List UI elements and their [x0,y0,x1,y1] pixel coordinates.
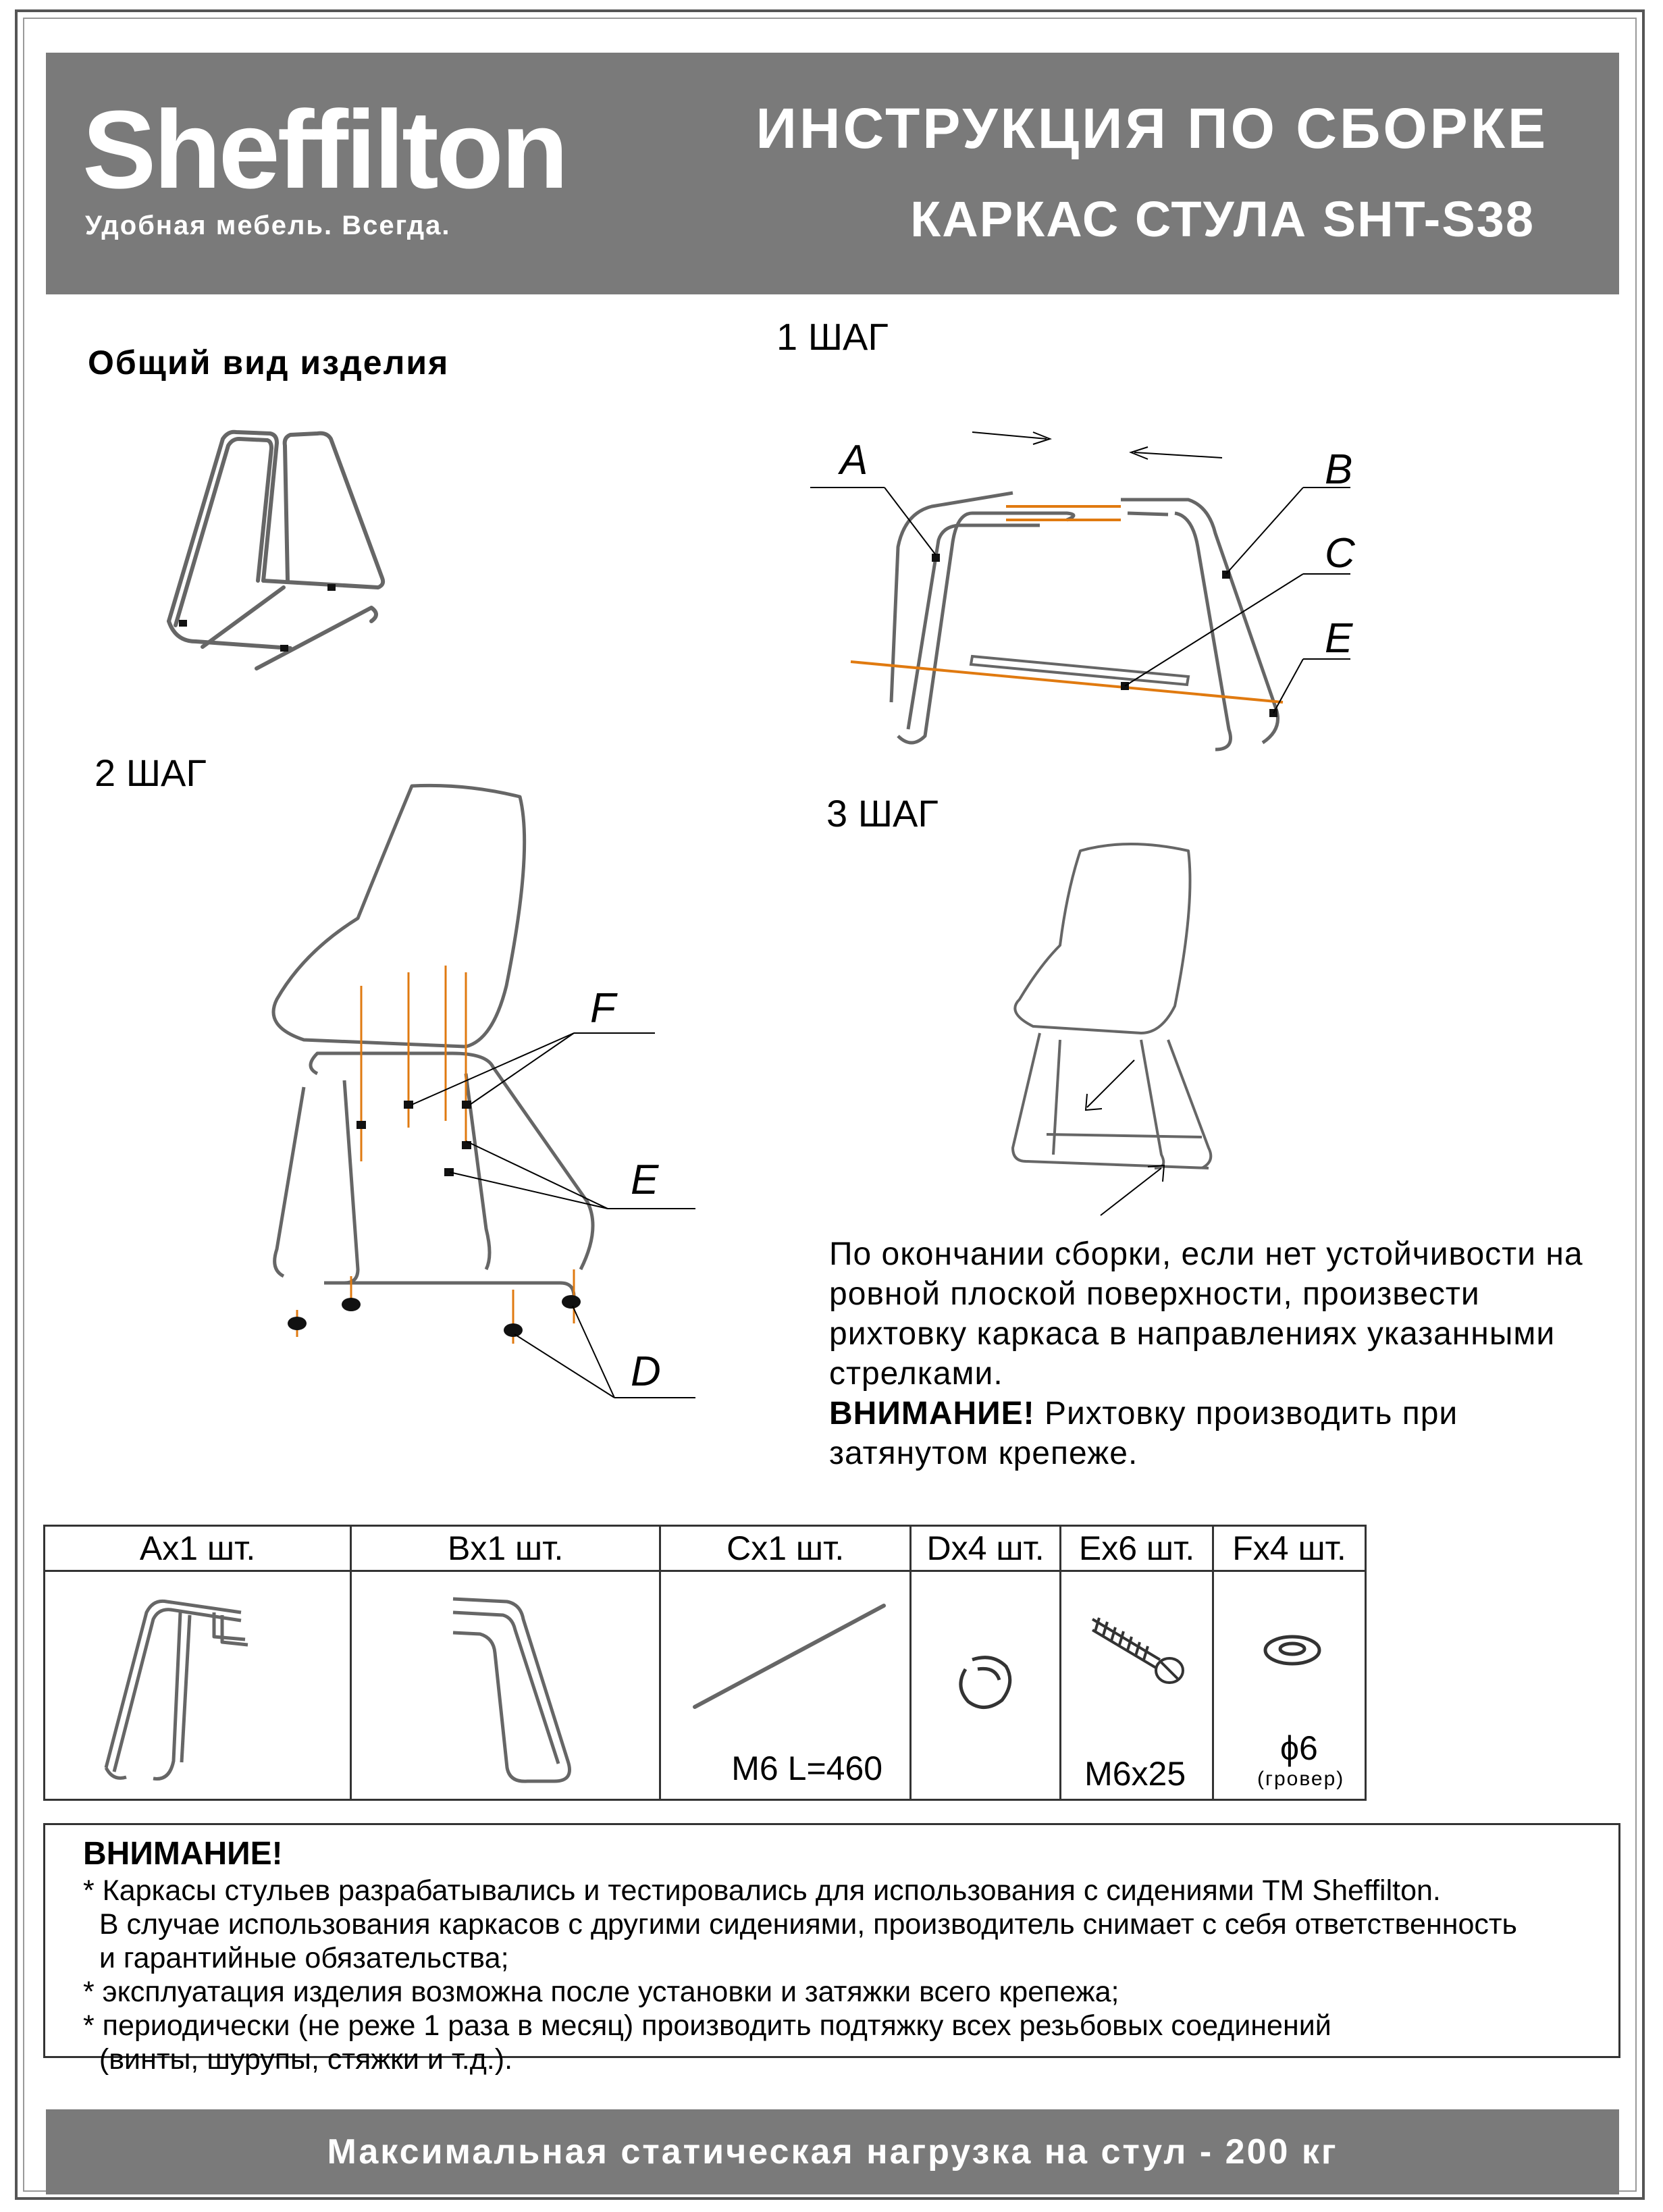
callout-d: D [631,1348,661,1395]
warning-line: (винты, шурупы, стяжки и т.д.). [83,2043,513,2076]
step3-label: 3 ШАГ [826,792,939,835]
part-a-illustration [99,1585,315,1788]
warning-line: В случае использования каркасов с другими сидениями, производитель снимает с себя ответственность [83,1908,1517,1941]
part-a-header: Аx1 шт. [45,1526,351,1571]
assembly-note-warning-label: ВНИМАНИЕ! [829,1396,1035,1431]
part-d-illustration [952,1653,1020,1714]
part-d-cell [911,1571,1061,1800]
step1-illustration [810,412,1353,763]
step2-illustration [263,783,695,1404]
part-e-size: M6x25 [1084,1755,1186,1793]
warning-line: * периодически (не реже 1 раза в месяц) производить подтяжку всех резьбовых соединений [83,2009,1331,2042]
assembly-note-warning-text: Рихтовку производить при затянутом крепеже. [829,1396,1458,1471]
part-e-cell [1061,1571,1213,1800]
callout-f: F [590,985,616,1032]
parts-header-row [45,1526,1366,1571]
part-e-header: Ex6 шт. [1061,1526,1213,1571]
part-c-illustration [688,1599,891,1720]
parts-table [43,1525,1367,1801]
callout-c: C [1325,530,1355,577]
step1-label: 1 ШАГ [776,315,889,358]
step2-label: 2 ШАГ [95,752,207,794]
warning-box [43,1823,1620,2076]
part-c-cell [660,1571,911,1800]
callout-a: A [840,437,868,483]
step3-illustration [1006,837,1236,1229]
part-f-note: (гровер) [1257,1768,1345,1790]
part-c-size: M6 L=460 [731,1749,883,1787]
callout-e-step2: E [631,1157,659,1203]
part-f-illustration [1259,1631,1326,1672]
part-c-header: Cx1 шт. [660,1526,911,1571]
part-a-cell [45,1571,351,1800]
part-b-illustration [440,1585,595,1788]
brand-tagline: Удобная мебель. Всегда. [85,211,451,240]
part-f-size: ϕ6 [1280,1729,1318,1767]
footer-banner: Максимальная статическая нагрузка на стул - 200 кг [46,2109,1619,2194]
overview-illustration [155,419,398,675]
callout-b: B [1325,446,1353,493]
part-e-illustration [1086,1606,1194,1687]
warning-lines [83,1874,1581,2076]
brand-logo: Sheffilton [82,88,566,211]
part-d-header: Dx4 шт. [911,1526,1061,1571]
assembly-note-text: По окончании сборки, если нет устойчивости на ровной плоской поверхности, произвести рихтовку каркаса в направлениях указанными стрелками. [829,1236,1583,1392]
document-subtitle: КАРКАС СТУЛА SHT-S38 [910,191,1535,247]
warning-line: * эксплуатация изделия возможна после установки и затяжки всего крепежа; [83,1976,1119,2008]
callout-e-step1: E [1325,615,1353,662]
assembly-note [829,1234,1626,1473]
warning-title: ВНИМАНИЕ! [83,1836,283,1872]
warning-line: и гарантийные обязательства; [83,1942,509,1974]
part-b-cell [351,1571,660,1800]
overview-label: Общий вид изделия [88,344,450,381]
parts-image-row [45,1571,1366,1800]
part-f-cell [1213,1571,1366,1800]
part-f-header: Fx4 шт. [1213,1526,1366,1571]
warning-line: * Каркасы стульев разрабатывались и тестировались для использования с сидениями ТМ Sheffilton. [83,1874,1441,1907]
document-title: ИНСТРУКЦИЯ ПО СБОРКЕ [756,97,1548,160]
part-b-header: Bx1 шт. [351,1526,660,1571]
